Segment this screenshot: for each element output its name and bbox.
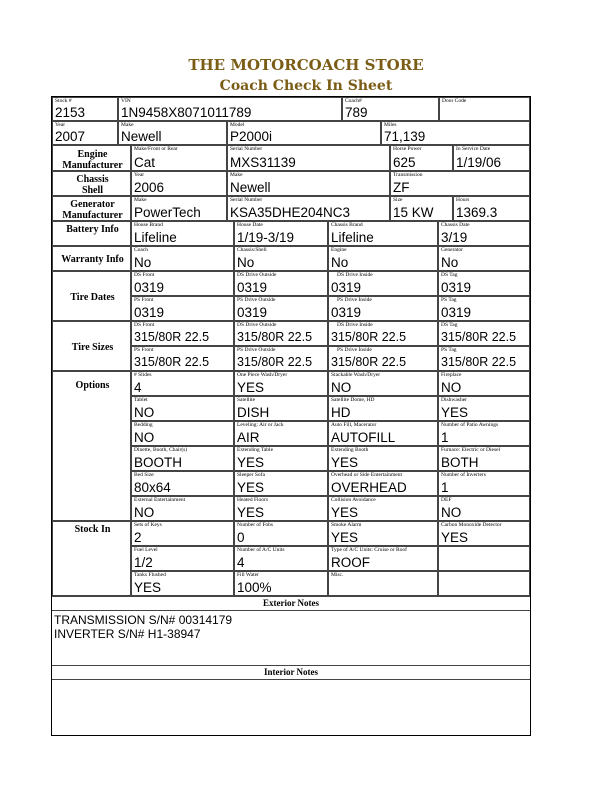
generator-row-label-cell bbox=[52, 196, 131, 221]
field-value: BOOTH bbox=[134, 455, 183, 470]
field-label: PS Drive Outside bbox=[237, 347, 276, 353]
field-label: Carbon Monoxide Detector bbox=[441, 522, 502, 528]
field-label: DS Drive Inside bbox=[337, 322, 373, 328]
chassis-row-label-cell bbox=[52, 171, 131, 196]
battery-row-label-cell bbox=[52, 221, 131, 246]
field-label: Engine bbox=[331, 247, 347, 253]
field-label: House Brand bbox=[134, 222, 163, 228]
field-label: Fuel Level bbox=[134, 547, 158, 553]
chassis-make-cell[interactable] bbox=[227, 171, 390, 196]
field-label: Generator bbox=[441, 247, 463, 253]
field-value: 315/80R 22.5 bbox=[237, 330, 313, 344]
field-label: Extending Booth bbox=[331, 447, 369, 453]
door-code-cell[interactable] bbox=[439, 97, 530, 121]
year-cell[interactable] bbox=[52, 121, 118, 145]
field-value: YES bbox=[237, 380, 265, 395]
field-value: 0319 bbox=[331, 305, 362, 320]
vin-cell[interactable] bbox=[118, 97, 342, 121]
field-label: Serial Number bbox=[230, 146, 263, 152]
option-extending-booth-cell[interactable] bbox=[328, 446, 438, 471]
option-bed-size-cell[interactable] bbox=[131, 471, 234, 496]
field-value: 71,139 bbox=[384, 129, 426, 144]
battery-house-brand-cell[interactable] bbox=[131, 221, 234, 246]
stock-number-cell[interactable] bbox=[52, 97, 118, 121]
field-value: 2153 bbox=[55, 105, 86, 120]
field-value: 0 bbox=[237, 530, 245, 545]
field-label: DS Drive Inside bbox=[337, 272, 373, 278]
field-label: Fireplace bbox=[441, 372, 462, 378]
tire-size-ds-front-cell[interactable] bbox=[131, 321, 234, 346]
field-value: NO bbox=[134, 505, 155, 520]
field-value: 100% bbox=[237, 580, 272, 595]
field-value: 2006 bbox=[134, 180, 165, 195]
field-label: Stock # bbox=[55, 98, 72, 104]
field-label: Dishwasher bbox=[441, 397, 467, 403]
field-label: Number of Fobs bbox=[237, 522, 274, 528]
battery-row-title: Battery Info bbox=[66, 224, 119, 235]
field-value: NO bbox=[441, 380, 462, 395]
field-label: Number of Patio Awnings bbox=[441, 422, 499, 428]
field-value: 4 bbox=[134, 380, 142, 395]
sheet-title: Coach Check In Sheet bbox=[219, 78, 393, 94]
field-label: PS Front bbox=[134, 347, 154, 353]
field-value: 0319 bbox=[441, 305, 472, 320]
field-label: Year bbox=[55, 122, 66, 128]
field-value: 625 bbox=[393, 155, 416, 170]
option-auto-fill-cell[interactable] bbox=[328, 421, 438, 446]
chassis-transmission-cell[interactable] bbox=[390, 171, 530, 196]
field-value: 2 bbox=[134, 530, 142, 545]
field-value: 80x64 bbox=[134, 480, 171, 495]
stock-misc-cell[interactable] bbox=[328, 571, 438, 596]
field-label: Transmission bbox=[393, 172, 423, 178]
option-bedding-cell[interactable] bbox=[131, 421, 234, 446]
divider bbox=[52, 610, 530, 611]
field-label: Dinette, Booth, Chair(s) bbox=[134, 447, 188, 453]
miles-cell[interactable] bbox=[381, 121, 530, 145]
tire-date-ps-drive-inside-cell[interactable] bbox=[328, 296, 438, 321]
stock-in-row-title: Stock In bbox=[74, 524, 111, 535]
option-heated-floors-cell[interactable] bbox=[234, 496, 328, 521]
option-stackable-cell[interactable] bbox=[328, 371, 438, 396]
field-value: BOTH bbox=[441, 455, 479, 470]
stock-fuel-level-cell[interactable] bbox=[131, 546, 234, 571]
field-label: DS Front bbox=[134, 272, 155, 278]
field-label: Size bbox=[393, 197, 403, 203]
stock-fobs-cell[interactable] bbox=[234, 521, 328, 546]
tire-size-ps-drive-inside-cell[interactable] bbox=[328, 346, 438, 371]
field-label: PS Tag bbox=[441, 297, 457, 303]
field-label: Chassis Brand bbox=[331, 222, 363, 228]
field-label: Bedding bbox=[134, 422, 153, 428]
company-name: THE MOTORCOACH STORE bbox=[188, 56, 424, 74]
field-value: 2007 bbox=[55, 129, 86, 144]
option-tablet-cell[interactable] bbox=[131, 396, 234, 421]
stock-smoke-alarm-cell[interactable] bbox=[328, 521, 438, 546]
field-value: 315/80R 22.5 bbox=[134, 330, 210, 344]
options-row-label-cell bbox=[52, 371, 131, 521]
field-label: VIN bbox=[121, 98, 131, 104]
field-label: Bed Size bbox=[134, 472, 154, 478]
chassis-year-cell[interactable] bbox=[131, 171, 227, 196]
field-label: Make bbox=[230, 172, 243, 178]
stock-ac-type-cell[interactable] bbox=[328, 546, 438, 571]
field-value: YES bbox=[237, 455, 265, 470]
tire-date-ds-tag-cell[interactable] bbox=[438, 271, 530, 296]
field-value: 15 KW bbox=[393, 205, 434, 220]
field-label: Leveling: Air or Jack bbox=[237, 422, 284, 428]
tire-size-ps-front-cell[interactable] bbox=[131, 346, 234, 371]
field-value: PowerTech bbox=[134, 205, 201, 220]
warranty-coach-cell[interactable] bbox=[131, 246, 234, 271]
stock-in-row-label-cell bbox=[52, 521, 131, 596]
option-extending-table-cell[interactable] bbox=[234, 446, 328, 471]
interior-notes-area[interactable] bbox=[52, 680, 530, 735]
stock-fill-water-cell[interactable] bbox=[234, 571, 328, 596]
field-value: KSA35DHE204NC3 bbox=[230, 205, 351, 220]
option-leveling-cell[interactable] bbox=[234, 421, 328, 446]
generator-make-cell[interactable] bbox=[131, 196, 227, 221]
field-value: Lifeline bbox=[134, 230, 177, 245]
field-value: 0319 bbox=[237, 305, 268, 320]
exterior-notes-line-2[interactable]: INVERTER S/N# H1-38947 bbox=[54, 627, 201, 641]
field-label: Furnace: Electric or Diesel bbox=[441, 447, 501, 453]
tire-date-ds-drive-outside-cell[interactable] bbox=[234, 271, 328, 296]
field-value: No bbox=[237, 255, 255, 270]
field-value: 0319 bbox=[134, 280, 165, 295]
field-label: Coach# bbox=[345, 98, 362, 104]
check-in-sheet bbox=[51, 96, 531, 736]
field-value: AUTOFILL bbox=[331, 430, 396, 445]
engine-serial-cell[interactable] bbox=[227, 145, 390, 171]
tire-sizes-row-label-cell bbox=[52, 321, 131, 371]
field-value: 3/19 bbox=[441, 230, 468, 245]
field-label: PS Drive Outside bbox=[237, 297, 276, 303]
field-value: YES bbox=[441, 405, 469, 420]
stock-empty-cell-2[interactable] bbox=[438, 571, 530, 596]
option-slides-cell[interactable] bbox=[131, 371, 234, 396]
engine-hp-cell[interactable] bbox=[390, 145, 453, 171]
field-value: Newell bbox=[230, 180, 271, 195]
option-entertainment-cell[interactable] bbox=[328, 471, 438, 496]
field-label: Year bbox=[134, 172, 145, 178]
field-label: DS Front bbox=[134, 322, 155, 328]
interior-notes-title: Interior Notes bbox=[263, 667, 319, 677]
field-label: In Service Date bbox=[456, 146, 491, 152]
option-patio-awnings-cell[interactable] bbox=[438, 421, 530, 446]
generator-serial-cell[interactable] bbox=[227, 196, 390, 221]
field-label: Stackable Wash/Dryer bbox=[331, 372, 381, 378]
field-label: DS Tag bbox=[441, 272, 458, 278]
field-label: Miles bbox=[384, 122, 397, 128]
field-label: Make/Front or Rear bbox=[134, 146, 178, 152]
field-label: DS Tag bbox=[441, 322, 458, 328]
generator-size-cell[interactable] bbox=[390, 196, 453, 221]
field-value: ROOF bbox=[331, 555, 370, 570]
field-label: DEF bbox=[441, 497, 452, 503]
field-label: Number of Inverters bbox=[441, 472, 486, 478]
field-value: OVERHEAD bbox=[331, 480, 407, 495]
divider bbox=[52, 665, 530, 666]
field-value: YES bbox=[331, 530, 359, 545]
model-cell[interactable] bbox=[227, 121, 381, 145]
field-value: NO bbox=[134, 405, 155, 420]
field-label: Heated Floors bbox=[237, 497, 269, 503]
tire-dates-row-label-cell bbox=[52, 271, 131, 321]
field-value: Cat bbox=[134, 155, 156, 170]
option-washer-dryer-cell[interactable] bbox=[234, 371, 328, 396]
field-value: 0319 bbox=[237, 280, 268, 295]
tire-size-ds-drive-outside-cell[interactable] bbox=[234, 321, 328, 346]
field-label: # Slides bbox=[134, 372, 152, 378]
field-value: 1/19-3/19 bbox=[237, 230, 295, 245]
field-label: Misc. bbox=[331, 572, 344, 578]
field-label: Tablet bbox=[134, 397, 148, 403]
field-label: One Piece Wash/Dryer bbox=[237, 372, 288, 378]
tire-size-ds-drive-inside-cell[interactable] bbox=[328, 321, 438, 346]
field-label: House Date bbox=[237, 222, 263, 228]
field-value: 0319 bbox=[441, 280, 472, 295]
exterior-notes-line-1[interactable]: TRANSMISSION S/N# 00314179 bbox=[54, 613, 233, 627]
field-value: AIR bbox=[237, 430, 260, 445]
option-inverters-cell[interactable] bbox=[438, 471, 530, 496]
field-value: Newell bbox=[121, 129, 162, 144]
field-value: DISH bbox=[237, 405, 270, 420]
coach-number-cell[interactable] bbox=[342, 97, 439, 121]
battery-house-date-cell[interactable] bbox=[234, 221, 328, 246]
tire-sizes-row-title: Tire Sizes bbox=[71, 342, 114, 353]
tire-date-ps-drive-outside-cell[interactable] bbox=[234, 296, 328, 321]
field-value: MXS31139 bbox=[230, 155, 296, 170]
field-value: ZF bbox=[393, 180, 410, 195]
field-value: No bbox=[441, 255, 459, 270]
field-label: Tanks Flushed bbox=[134, 572, 166, 578]
option-dinette-cell[interactable] bbox=[131, 446, 234, 471]
field-label: Smoke Alarm bbox=[331, 522, 362, 528]
field-label: Coach bbox=[134, 247, 149, 253]
field-label: Make bbox=[121, 122, 134, 128]
option-collision-avoidance-cell[interactable] bbox=[328, 496, 438, 521]
field-label: Satellite bbox=[237, 397, 256, 403]
field-label: Auto Fill, Macerator bbox=[331, 422, 377, 428]
field-label: Collision Avoidance bbox=[331, 497, 376, 503]
option-external-entertainment-cell[interactable] bbox=[131, 496, 234, 521]
engine-service-date-cell[interactable] bbox=[453, 145, 530, 171]
field-value: P2000i bbox=[230, 129, 273, 144]
exterior-notes-title: Exterior Notes bbox=[262, 598, 320, 608]
warranty-row-title: Warranty Info bbox=[61, 254, 124, 265]
field-value: No bbox=[331, 255, 349, 270]
field-value: 1/19/06 bbox=[456, 155, 502, 170]
field-value: Lifeline bbox=[331, 230, 374, 245]
generator-row-title: Generator Manufacturer bbox=[62, 199, 123, 221]
tire-size-ps-drive-outside-cell[interactable] bbox=[234, 346, 328, 371]
warranty-chassis-cell[interactable] bbox=[234, 246, 328, 271]
option-satellite-dome-cell[interactable] bbox=[328, 396, 438, 421]
field-value: 789 bbox=[345, 105, 368, 120]
field-label: Serial Number bbox=[230, 197, 263, 203]
battery-chassis-date-cell[interactable] bbox=[438, 221, 530, 246]
option-furnace-cell[interactable] bbox=[438, 446, 530, 471]
warranty-row-label-cell bbox=[52, 246, 131, 271]
tire-date-ps-front-cell[interactable] bbox=[131, 296, 234, 321]
field-label: PS Tag bbox=[441, 347, 457, 353]
tire-dates-row-title: Tire Dates bbox=[70, 292, 115, 303]
warranty-generator-cell[interactable] bbox=[438, 246, 530, 271]
field-label: Sleeper Sofa bbox=[237, 472, 265, 478]
tire-date-ds-front-cell[interactable] bbox=[131, 271, 234, 296]
field-label: PS Front bbox=[134, 297, 154, 303]
field-value: NO bbox=[441, 505, 462, 520]
field-label: Fill Water bbox=[237, 572, 259, 578]
option-fireplace-cell[interactable] bbox=[438, 371, 530, 396]
option-def-cell[interactable] bbox=[438, 496, 530, 521]
field-label: PS Drive Inside bbox=[337, 297, 372, 303]
field-value: 1 bbox=[441, 480, 449, 495]
field-value: NO bbox=[331, 380, 352, 395]
field-value: YES bbox=[331, 455, 359, 470]
tire-date-ps-tag-cell[interactable] bbox=[438, 296, 530, 321]
field-label: Sets of Keys bbox=[134, 522, 162, 528]
options-row-title: Options bbox=[75, 380, 110, 391]
engine-row-label-cell bbox=[52, 145, 131, 171]
engine-row-title: Engine Manufacturer bbox=[62, 149, 123, 171]
field-label: DS Drive Outside bbox=[237, 272, 277, 278]
field-label: Number of A/C Units bbox=[237, 547, 285, 553]
stock-empty-cell[interactable] bbox=[438, 546, 530, 571]
field-value: HD bbox=[331, 405, 351, 420]
stock-tanks-flushed-cell[interactable] bbox=[131, 571, 234, 596]
stock-co-detector-cell[interactable] bbox=[438, 521, 530, 546]
field-value: 315/80R 22.5 bbox=[237, 355, 313, 369]
field-value: 0319 bbox=[134, 305, 165, 320]
field-label: Horse Power bbox=[393, 146, 422, 152]
tire-date-ds-drive-inside-cell[interactable] bbox=[328, 271, 438, 296]
generator-hours-cell[interactable] bbox=[453, 196, 530, 221]
field-value: YES bbox=[134, 580, 162, 595]
field-label: Chassis Date bbox=[441, 222, 470, 228]
field-value: 315/80R 22.5 bbox=[331, 355, 407, 369]
battery-chassis-brand-cell[interactable] bbox=[328, 221, 438, 246]
field-label: Hours bbox=[456, 197, 470, 203]
field-value: 1369.3 bbox=[456, 205, 498, 220]
field-value: 4 bbox=[237, 555, 245, 570]
field-label: PS Drive Inside bbox=[337, 347, 372, 353]
field-value: 0319 bbox=[331, 280, 362, 295]
field-value: NO bbox=[134, 430, 155, 445]
field-label: DS Drive Outside bbox=[237, 322, 277, 328]
field-label: Door Code bbox=[442, 98, 467, 104]
field-value: 1 bbox=[441, 430, 449, 445]
field-label: Type of A/C Units: Cruise or Roof bbox=[331, 547, 408, 553]
tire-size-ds-tag-cell[interactable] bbox=[438, 321, 530, 346]
field-value: 1N9458X8071011789 bbox=[121, 105, 252, 120]
field-value: YES bbox=[331, 505, 359, 520]
field-value: 315/80R 22.5 bbox=[441, 355, 517, 369]
warranty-engine-cell[interactable] bbox=[328, 246, 438, 271]
field-value: 315/80R 22.5 bbox=[331, 330, 407, 344]
field-value: YES bbox=[237, 480, 265, 495]
field-value: 315/80R 22.5 bbox=[134, 355, 210, 369]
tire-size-ps-tag-cell[interactable] bbox=[438, 346, 530, 371]
field-label: Overhead or Side Entertainment bbox=[331, 472, 403, 478]
stock-keys-cell[interactable] bbox=[131, 521, 234, 546]
field-value: No bbox=[134, 255, 152, 270]
option-dishwasher-cell[interactable] bbox=[438, 396, 530, 421]
field-value: YES bbox=[441, 530, 469, 545]
field-label: External Entertainment bbox=[134, 497, 186, 503]
field-label: Extending Table bbox=[237, 447, 274, 453]
engine-make-cell[interactable] bbox=[131, 145, 227, 171]
field-label: Chassis/Shell bbox=[237, 247, 267, 253]
field-value: 1/2 bbox=[134, 555, 153, 570]
field-label: Model bbox=[230, 122, 245, 128]
option-satellite-cell[interactable] bbox=[234, 396, 328, 421]
field-value: 315/80R 22.5 bbox=[441, 330, 517, 344]
field-label: Make bbox=[134, 197, 147, 203]
field-label: Satellite Dome, HD bbox=[331, 397, 375, 403]
make-cell[interactable] bbox=[118, 121, 227, 145]
divider bbox=[52, 596, 530, 597]
chassis-row-title: Chassis Shell bbox=[76, 174, 109, 196]
option-sleeper-sofa-cell[interactable] bbox=[234, 471, 328, 496]
field-value: YES bbox=[237, 505, 265, 520]
stock-ac-units-cell[interactable] bbox=[234, 546, 328, 571]
